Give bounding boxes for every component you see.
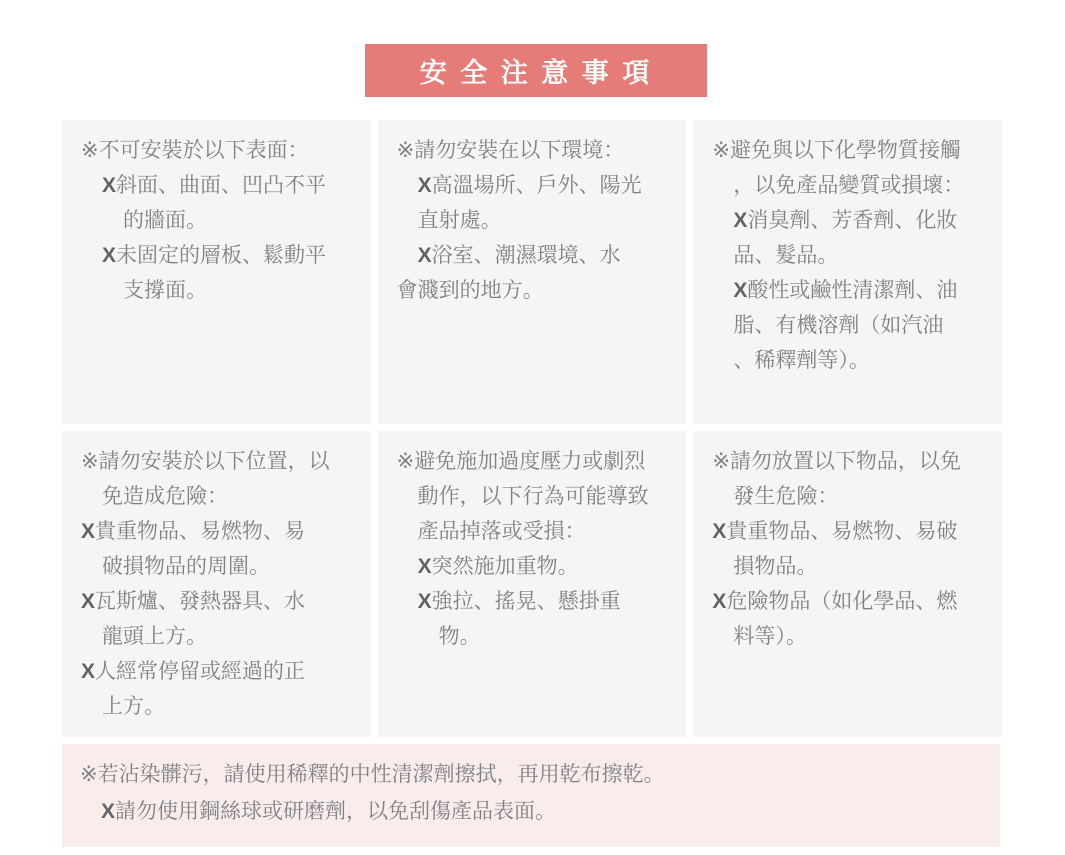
reference-mark: ※: [81, 139, 99, 162]
notice-text: 脂、有機溶劑（如汽油: [733, 314, 944, 337]
notice-line: [81, 168, 361, 203]
notice-text: 品、髮品。: [733, 244, 839, 267]
notice-line: [397, 273, 677, 308]
x-mark: X: [81, 520, 96, 543]
notice-line: [81, 619, 361, 654]
x-mark: X: [712, 520, 727, 543]
notice-line: [81, 479, 361, 514]
reference-mark: ※: [712, 450, 730, 473]
notice-text: 會濺到的地方。: [396, 279, 544, 302]
x-mark: X: [102, 244, 117, 267]
notice-text: ，以免產品變質或損壞：: [733, 174, 965, 197]
notice-text: 避免與以下化學物質接觸: [729, 139, 961, 162]
notice-line: [397, 444, 677, 479]
notice-text: 強拉、搖晃、懸掛重: [431, 590, 621, 613]
notice-line: [712, 308, 992, 343]
x-mark: X: [417, 590, 432, 613]
notice-text: 高溫場所、戶外、陽光: [431, 174, 642, 197]
care-note-box: [62, 744, 1000, 847]
notice-line: [712, 549, 992, 584]
notice-line: [397, 238, 677, 273]
reference-mark: ※: [81, 450, 99, 473]
notice-text: 請勿安裝於以下位置，以: [98, 450, 330, 473]
notice-text: 避免施加過度壓力或劇烈: [414, 450, 646, 473]
notice-line: [397, 203, 677, 238]
notice-line: [81, 203, 361, 238]
warning-box-2: [378, 120, 687, 424]
notice-text: 未固定的層板、鬆動平: [116, 244, 327, 267]
warning-box-1: [62, 120, 371, 424]
notice-text: 上方。: [102, 695, 165, 718]
notice-line: [397, 168, 677, 203]
notice-text: 人經常停留或經過的正: [95, 660, 306, 683]
notice-line: [397, 584, 677, 619]
x-mark: X: [417, 244, 432, 267]
notice-line: [397, 479, 677, 514]
notice-line: [81, 654, 361, 689]
notice-text: 不可安裝於以下表面：: [98, 139, 309, 162]
notice-text: 破損物品的周圍。: [102, 555, 270, 578]
warning-box-6: [693, 431, 1002, 737]
notice-line: [397, 619, 677, 654]
notice-line: [712, 133, 992, 168]
notice-text: 若沾染髒污，請使用稀釋的中性清潔劑擦拭，再用乾布擦乾。: [97, 763, 665, 786]
warning-grid: [62, 120, 1002, 737]
notice-line: [81, 514, 361, 549]
notice-text: 瓦斯爐、發熱器具、水: [95, 590, 306, 613]
notice-line: [397, 133, 677, 168]
notice-text: 浴室、潮濕環境、水: [431, 244, 621, 267]
notice-line: [712, 584, 992, 619]
notice-line: [80, 756, 986, 793]
notice-line: [712, 238, 992, 273]
notice-text: 貴重物品、易燃物、易破: [726, 520, 958, 543]
notice-line: [712, 343, 992, 378]
notice-text: 支撐面。: [123, 279, 207, 302]
notice-text: 請勿放置以下物品，以免: [729, 450, 961, 473]
reference-mark: ※: [396, 139, 415, 162]
warning-box-5: [378, 431, 687, 737]
notice-line: [712, 619, 992, 654]
notice-line: [712, 273, 992, 308]
notice-text: 產品掉落或受損：: [417, 520, 586, 543]
notice-line: [81, 584, 361, 619]
notice-line: [712, 444, 992, 479]
reference-mark: ※: [396, 450, 415, 473]
reference-mark: ※: [80, 763, 98, 786]
x-mark: X: [417, 174, 432, 197]
x-mark: X: [733, 279, 748, 302]
notice-line: [81, 689, 361, 724]
notice-text: 龍頭上方。: [102, 625, 207, 648]
x-mark: X: [102, 174, 117, 197]
notice-line: [81, 273, 361, 308]
notice-text: 貴重物品、易燃物、易: [95, 520, 306, 543]
notice-line: [712, 203, 992, 238]
page-title: 安 全 注 意 事 項: [419, 58, 653, 88]
x-mark: X: [101, 800, 116, 823]
notice-line: [81, 549, 361, 584]
notice-text: 請勿使用鋼絲球或研磨劑，以免刮傷產品表面。: [115, 800, 557, 823]
x-mark: X: [81, 660, 96, 683]
x-mark: X: [712, 590, 727, 613]
notice-text: 直射處。: [417, 209, 502, 232]
notice-text: 、稀釋劑等）。: [733, 349, 870, 372]
notice-line: [712, 168, 992, 203]
notice-text: 酸性或鹼性清潔劑、油: [747, 279, 958, 302]
notice-text: 免造成危險：: [102, 485, 228, 508]
notice-line: [397, 549, 677, 584]
notice-line: [712, 514, 992, 549]
warning-box-4: [62, 431, 371, 737]
notice-line: [80, 793, 986, 830]
notice-line: [81, 133, 361, 168]
notice-line: [712, 479, 992, 514]
notice-text: 突然施加重物。: [431, 555, 579, 578]
reference-mark: ※: [712, 139, 730, 162]
warning-box-3: [693, 120, 1002, 424]
notice-text: 斜面、曲面、凹凸不平: [116, 174, 327, 197]
x-mark: X: [733, 209, 748, 232]
notice-text: 料等）。: [733, 625, 807, 648]
notice-line: [397, 514, 677, 549]
notice-text: 消臭劑、芳香劑、化妝: [747, 209, 958, 232]
notice-line: [81, 238, 361, 273]
notice-text: 動作，以下行為可能導致: [417, 485, 649, 508]
notice-text: 危險物品（如化學品、燃: [726, 590, 958, 613]
notice-text: 物。: [438, 625, 481, 648]
notice-text: 發生危險：: [733, 485, 839, 508]
x-mark: X: [417, 555, 432, 578]
notice-line: [81, 444, 361, 479]
title-banner: [365, 44, 707, 97]
notice-text: 請勿安裝在以下環境：: [414, 139, 625, 162]
notice-text: 的牆面。: [123, 209, 207, 232]
notice-text: 損物品。: [733, 555, 818, 578]
x-mark: X: [81, 590, 96, 613]
